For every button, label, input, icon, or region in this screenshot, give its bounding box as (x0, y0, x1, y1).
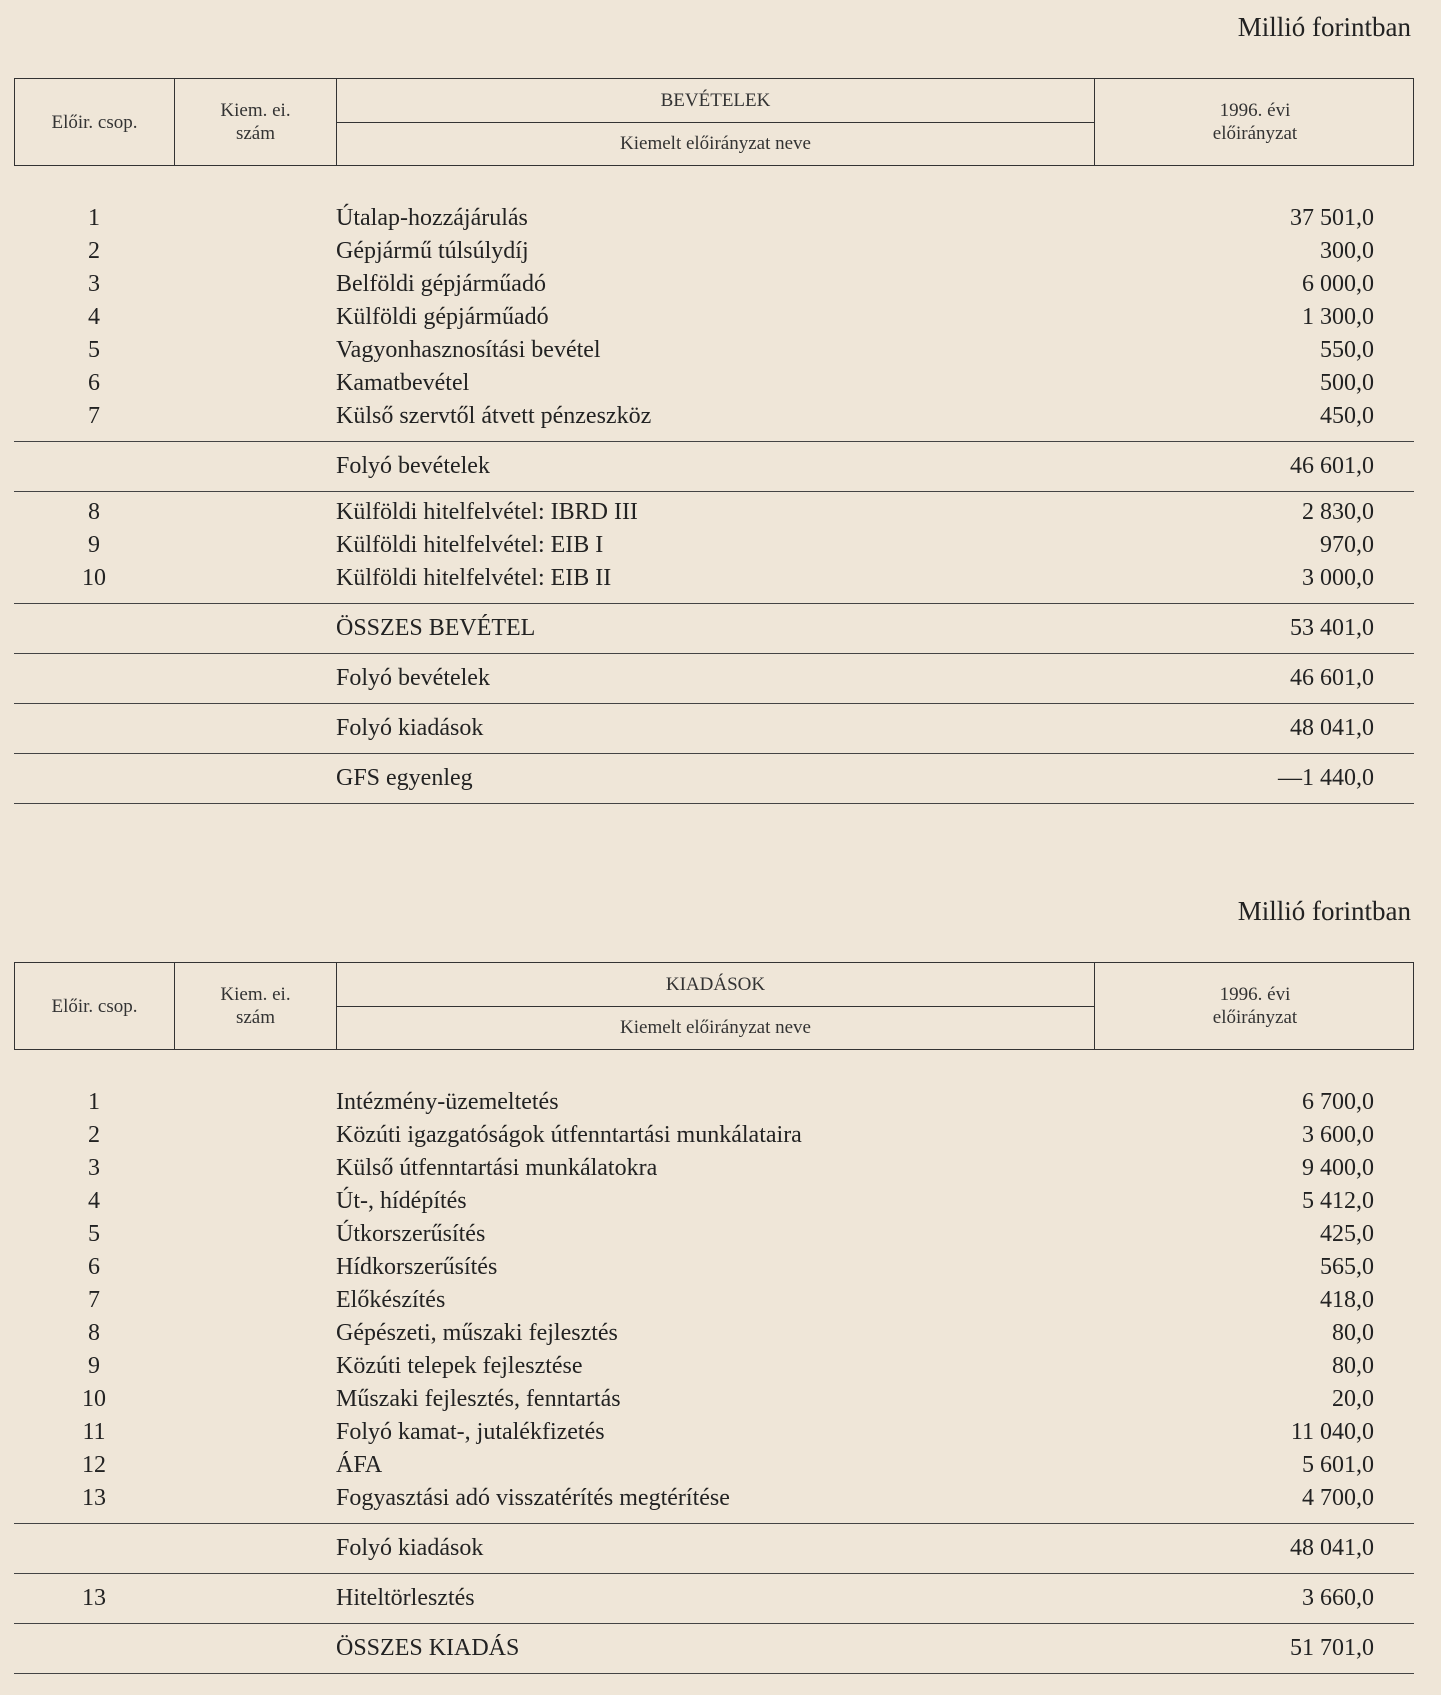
table-row: 12 ÁFA 5 601,0 (82, 1452, 1374, 1478)
current-expense-row: Folyó kiadások 48 041,0 (14, 703, 1414, 753)
header-title: BEVÉTELEK (337, 79, 1094, 123)
current-expense-row: Folyó kiadások 48 041,0 (14, 1523, 1414, 1573)
table-row: 1 Intézmény-üzemeltetés 6 700,0 (88, 1089, 1374, 1115)
table-row: 4 Út-, hídépítés 5 412,0 (88, 1188, 1374, 1214)
table-row: 7 Előkészítés 418,0 (88, 1287, 1374, 1313)
table-header (14, 78, 1414, 166)
repayment-row: 13 Hiteltörlesztés 3 660,0 (14, 1573, 1414, 1623)
total-expense-row: ÖSSZES KIADÁS 51 701,0 (14, 1623, 1414, 1673)
unit-label: Millió forintban (1237, 12, 1411, 42)
table-row: 7 Külső szervtől átvett pénzeszköz 450,0 (88, 403, 1374, 429)
table-row: 9 Külföldi hitelfelvétel: EIB I 970,0 (88, 532, 1374, 558)
header-item-number: Kiem. ei. szám (175, 963, 337, 1049)
table-end-line (14, 1673, 1414, 1674)
table-row: 9 Közúti telepek fejlesztése 80,0 (88, 1353, 1374, 1379)
expense-table (14, 962, 1414, 1674)
header-title: KIADÁSOK (337, 963, 1094, 1007)
gfs-balance-row: GFS egyenleg —1 440,0 (14, 753, 1414, 803)
table-row: 13 Fogyasztási adó visszatérítés megtérítése 4 700,0 (82, 1485, 1374, 1511)
total-revenue-row: ÖSSZES BEVÉTEL 53 401,0 (14, 603, 1414, 653)
current-revenue-row-2: Folyó bevételek 46 601,0 (14, 653, 1414, 703)
table-row: 4 Külföldi gépjárműadó 1 300,0 (88, 304, 1374, 330)
table-row: 2 Gépjármű túlsúlydíj 300,0 (88, 238, 1374, 264)
table-row: 5 Vagyonhasznosítási bevétel 550,0 (88, 337, 1374, 363)
table-row: 10 Külföldi hitelfelvétel: EIB II 3 000,0 (82, 565, 1374, 591)
header-subtitle: Kiemelt előirányzat neve (620, 1017, 811, 1039)
revenue-table (14, 78, 1414, 804)
table-row: 11 Folyó kamat-, jutalékfizetés 11 040,0 (82, 1419, 1374, 1445)
table-row: 5 Útkorszerűsítés 425,0 (88, 1221, 1374, 1247)
header-appropriation: 1996. évi előirányzat (1212, 100, 1298, 144)
revenue-rows (14, 202, 1414, 804)
table-row: 6 Hídkorszerűsítés 565,0 (88, 1254, 1374, 1280)
header-group-code: Előir. csop. (15, 963, 175, 1049)
table-row: 2 Közúti igazgatóságok útfenntartási munkálataira 3 600,0 (88, 1122, 1374, 1148)
table-header (14, 962, 1414, 1050)
table-end-line (14, 803, 1414, 804)
header-appropriation: 1996. évi előirányzat (1212, 984, 1298, 1028)
table-row: 1 Útalap-hozzájárulás 37 501,0 (88, 205, 1374, 231)
header-subtitle: Kiemelt előirányzat neve (620, 133, 811, 155)
table-row: 3 Külső útfenntartási munkálatokra 9 400,0 (88, 1155, 1374, 1181)
current-revenue-row: Folyó bevételek 46 601,0 (14, 441, 1414, 491)
table-row: 6 Kamatbevétel 500,0 (88, 370, 1374, 396)
expense-rows (14, 1086, 1414, 1674)
table-row: 10 Műszaki fejlesztés, fenntartás 20,0 (82, 1386, 1374, 1412)
table-row: 3 Belföldi gépjárműadó 6 000,0 (88, 271, 1374, 297)
header-name (337, 963, 1095, 1049)
header-name (337, 79, 1095, 165)
header-item-number: Kiem. ei. szám (175, 79, 337, 165)
table-row: 8 Gépészeti, műszaki fejlesztés 80,0 (88, 1320, 1374, 1346)
header-group-code: Előir. csop. (15, 79, 175, 165)
unit-label: Millió forintban (1237, 896, 1411, 926)
table-row: 8 Külföldi hitelfelvétel: IBRD III 2 830,0 (88, 499, 1374, 525)
